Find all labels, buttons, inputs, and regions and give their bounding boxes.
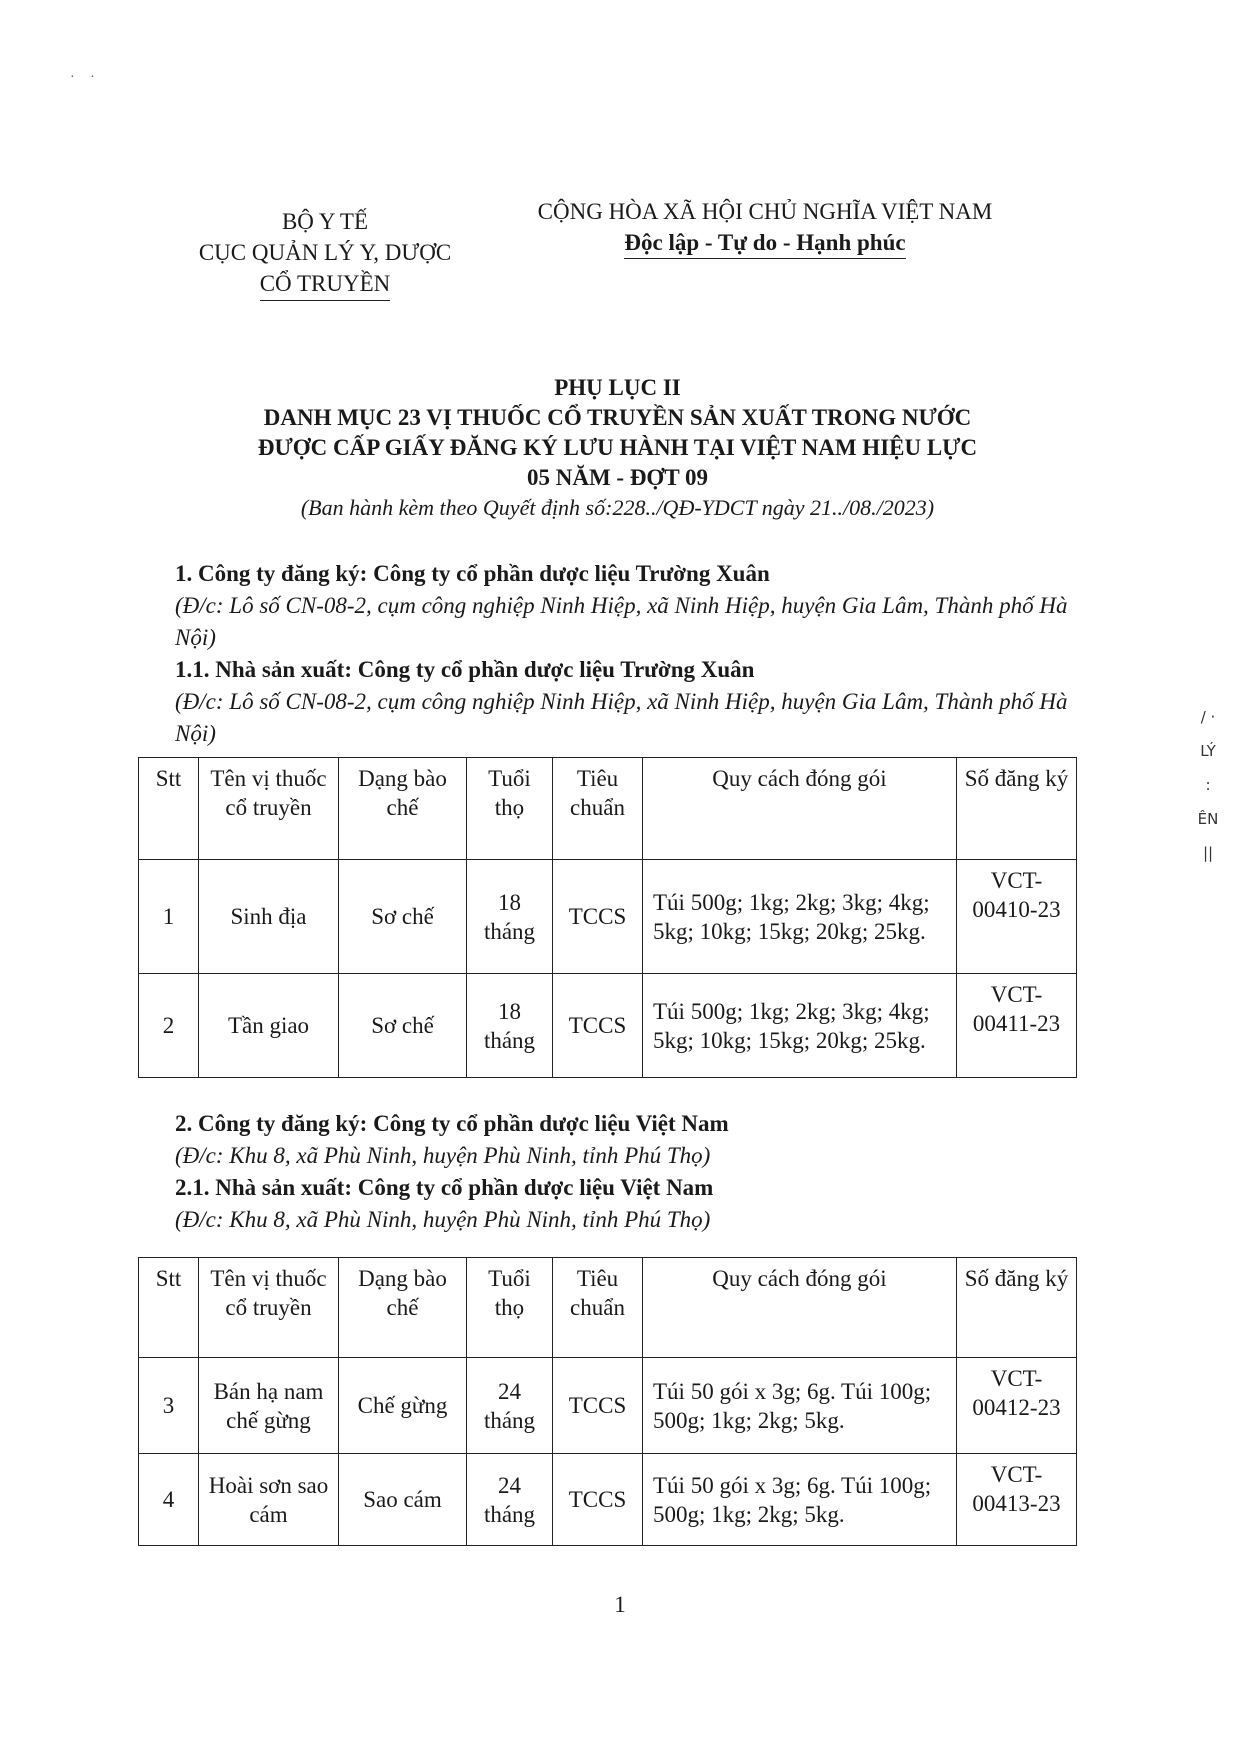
maker-name: Công ty cổ phần dược liệu Trường Xuân [357,657,755,682]
cell-packaging: Túi 50 gói x 3g; 6g. Túi 100g; 500g; 1kg; 2kg; 5kg. [643,1358,957,1454]
company-address: (Đ/c: Khu 8, xã Phù Ninh, huyện Phù Ninh, tỉnh Phú Thọ) [175,1143,711,1168]
title-line-3: 05 NĂM - ĐỢT 09 [526,465,708,490]
maker-address: (Đ/c: Khu 8, xã Phù Ninh, huyện Phù Ninh, tỉnh Phú Thọ) [175,1207,711,1232]
cell-name: Sinh địa [199,860,339,974]
table-row [139,860,1077,974]
company-name: Công ty cổ phần dược liệu Trường Xuân [373,561,770,586]
table-header-row [139,1258,1077,1358]
cell-form: Sơ chế [339,860,467,974]
table-row [139,1454,1077,1546]
cell-packaging: Túi 50 gói x 3g; 6g. Túi 100g; 500g; 1kg; 2kg; 5kg. [643,1454,957,1546]
cell-reg-no: VCT-00412-23 [957,1358,1077,1454]
header-form: Dạng bào chế [339,758,467,860]
cell-packaging: Túi 500g; 1kg; 2kg; 3kg; 4kg; 5kg; 10kg; 15kg; 20kg; 25kg. [643,860,957,974]
department-name: CỤC QUẢN LÝ Y, DƯỢC [198,240,452,265]
cell-packaging: Túi 500g; 1kg; 2kg; 3kg; 4kg; 5kg; 10kg; 15kg; 20kg; 25kg. [643,974,957,1078]
header-packaging: Quy cách đóng gói [643,1258,957,1358]
cell-shelf-life: 18 tháng [467,860,553,974]
table-row [139,974,1077,1078]
header-stt: Stt [139,1258,199,1358]
cell-form: Chế gừng [339,1358,467,1454]
company-label: 2. Công ty đăng ký: [175,1111,368,1136]
header-packaging: Quy cách đóng gói [643,758,957,860]
cell-name: Tần giao [199,974,339,1078]
header-reg-no: Số đăng ký [957,758,1077,860]
company-name: Công ty cổ phần dược liệu Việt Nam [373,1111,729,1136]
cell-reg-no: VCT-00413-23 [957,1454,1077,1546]
cell-stt: 1 [139,860,199,974]
header-shelf-life: Tuổi thọ [467,758,553,860]
company-label: 1. Công ty đăng ký: [175,561,368,586]
cell-stt: 4 [139,1454,199,1546]
table-row [139,1358,1077,1454]
header-name: Tên vị thuốc cổ truyền [199,1258,339,1358]
cell-standard: TCCS [553,1454,643,1546]
cell-shelf-life: 24 tháng [467,1454,553,1546]
section-1-info [175,558,1075,750]
cell-form: Sao cám [339,1454,467,1546]
scan-specks: · · [70,70,101,85]
cell-standard: TCCS [553,974,643,1078]
cell-name: Bán hạ nam chế gừng [199,1358,339,1454]
country-title: CỘNG HÒA XÃ HỘI CHỦ NGHĨA VIỆT NAM [537,199,993,224]
cell-reg-no: VCT-00411-23 [957,974,1077,1078]
header-stt: Stt [139,758,199,860]
cell-name: Hoài sơn sao cám [199,1454,339,1546]
header-form: Dạng bào chế [339,1258,467,1358]
state-header [495,196,1035,259]
registration-table-1 [138,757,1077,1078]
header-reg-no: Số đăng ký [957,1258,1077,1358]
registration-table-2 [138,1257,1077,1546]
section-2-info [175,1108,1075,1236]
maker-label: 1.1. Nhà sản xuất: [175,657,353,682]
header-standard: Tiêu chuẩn [553,758,643,860]
page-number: 1 [614,1592,626,1617]
cell-stt: 2 [139,974,199,1078]
national-motto: Độc lập - Tự do - Hạnh phúc [624,227,905,259]
cell-shelf-life: 18 tháng [467,974,553,1078]
header-shelf-life: Tuổi thọ [467,1258,553,1358]
table-header-row [139,758,1077,860]
cell-standard: TCCS [553,1358,643,1454]
appendix-label: PHỤ LỤC II [554,375,681,400]
agency-header [175,206,475,301]
title-line-1: DANH MỤC 23 VỊ THUỐC CỔ TRUYỀN SẢN XUẤT TRONG NƯỚC [263,405,972,430]
header-name: Tên vị thuốc cổ truyền [199,758,339,860]
cell-standard: TCCS [553,860,643,974]
header-standard: Tiêu chuẩn [553,1258,643,1358]
maker-address: (Đ/c: Lô số CN-08-2, cụm công nghiệp Ninh Hiệp, xã Ninh Hiệp, huyện Gia Lâm, Thành phố Hà Nội) [175,689,1068,746]
cell-shelf-life: 24 tháng [467,1358,553,1454]
title-line-2: ĐƯỢC CẤP GIẤY ĐĂNG KÝ LƯU HÀNH TẠI VIỆT NAM HIỆU LỰC [257,435,978,460]
cell-stt: 3 [139,1358,199,1454]
maker-name: Công ty cổ phần dược liệu Việt Nam [357,1175,714,1200]
margin-stamp-marks: / · LÝ : ÊN || [1197,708,1219,862]
decree-reference: (Ban hành kèm theo Quyết định số:228../QĐ-YDCT ngày 21../08./2023) [300,495,935,520]
company-address: (Đ/c: Lô số CN-08-2, cụm công nghiệp Ninh Hiệp, xã Ninh Hiệp, huyện Gia Lâm, Thành phố Hà Nội) [175,593,1068,650]
cell-reg-no: VCT-00410-23 [957,860,1077,974]
maker-label: 2.1. Nhà sản xuất: [175,1175,353,1200]
ministry-name: BỘ Y TẾ [281,209,369,234]
document-title [190,373,1045,523]
cell-form: Sơ chế [339,974,467,1078]
department-name-cont: CỔ TRUYỀN [260,268,391,301]
